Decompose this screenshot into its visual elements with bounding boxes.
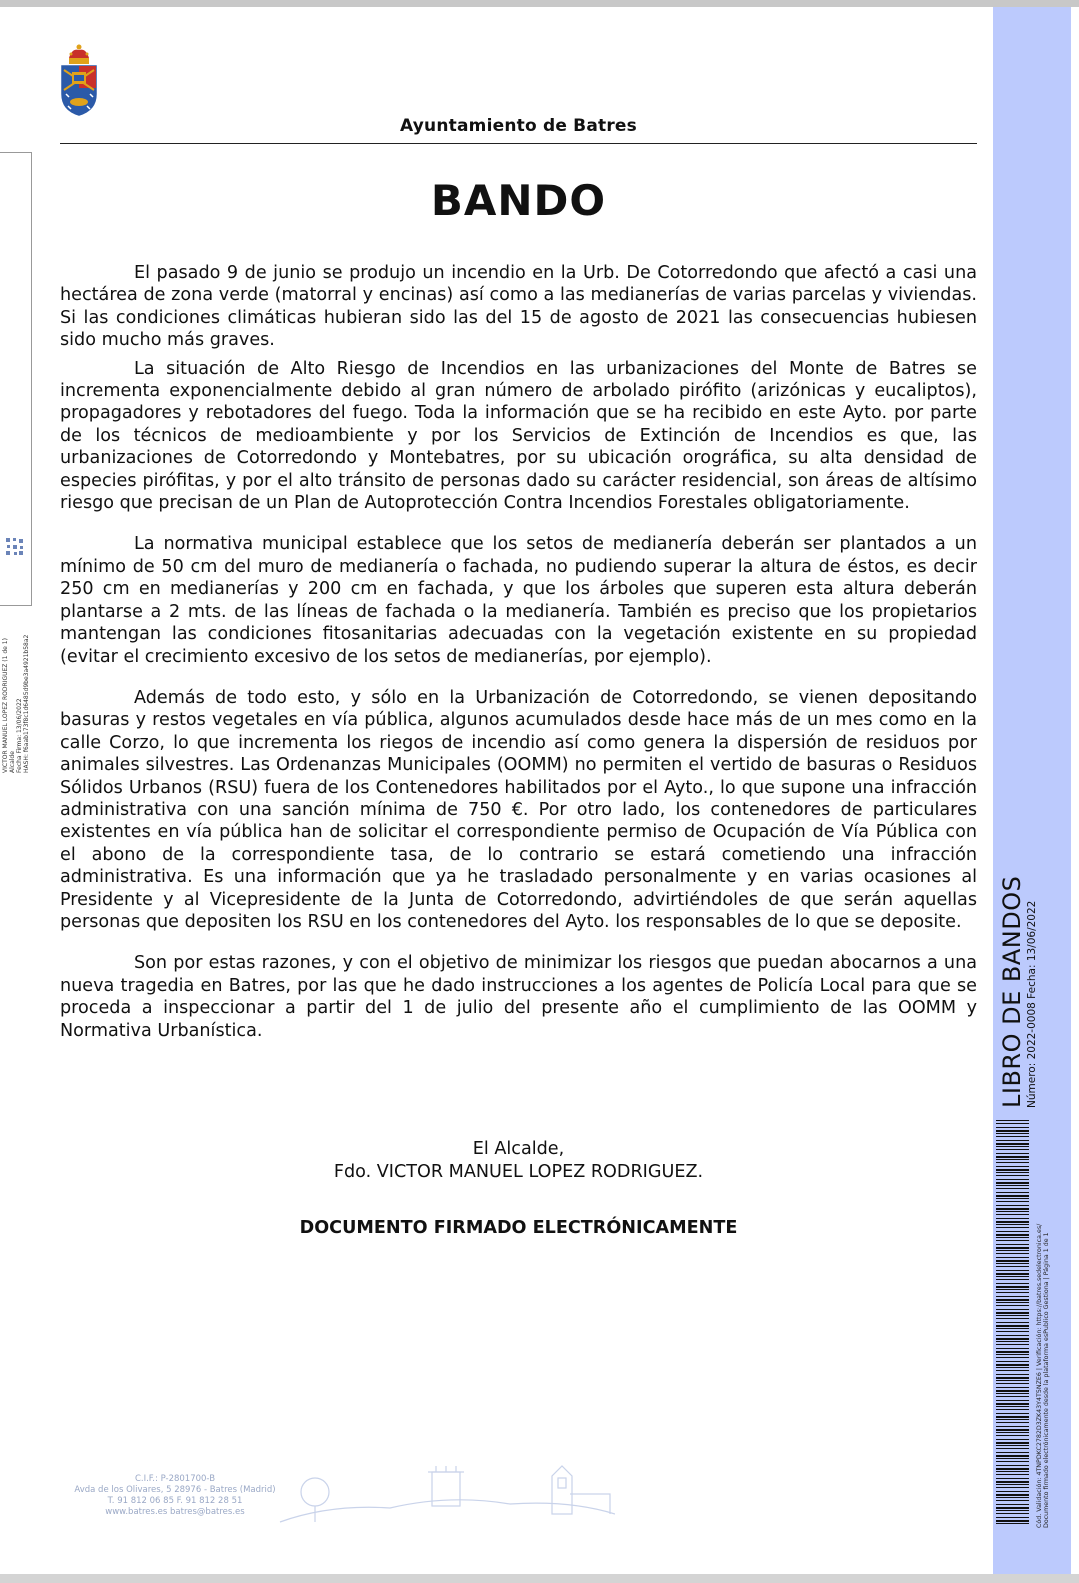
registry-number-date: Número: 2022-0008 Fecha: 13/06/2022 <box>1026 900 1038 1108</box>
signature-role: El Alcalde, <box>472 1139 565 1159</box>
stamp-line-role: Alcalde <box>9 751 16 773</box>
footer-phones: T. 91 812 06 85 F. 91 812 28 51 <box>107 1496 243 1506</box>
signature-stamp-text <box>2 343 30 773</box>
viewer-top-bar <box>0 0 1079 7</box>
stamp-line-hash: HASH: f6aab173f8c1d6485d9be3a4921b58a2 <box>23 634 30 773</box>
paragraph-4: Además de todo esto, y sólo en la Urbanización de Cotorredondo, se vienen depositando basuras y restos vegetales en vía pública, algunos acumulados desde hace más de un mes como en la calle Corzo, lo que incrementa los riegos de incendio así como genera la dispersión de residuos por animales silvestres. Las Ordenanzas Municipales (OOMM) no permiten el vertido de basuras o Residuos Sólidos Urbanos (RSU) fuera de los Contenedores habilitados por el Ayto., lo que supone una infracción administrativa con una sanción mínima de 750 €. Por otro lado, los contenedores de particulares existentes en vía pública han de solicitar el correspondiente permiso de Ocupación de Vía Pública con el abono de la correspondiente tasa, de lo contrario se estará cometiendo una infracción administrativa. Es una información que ya he trasladado personalmente y en varias ocasiones al Presidente y al Vicepresidente de la Junta de Cotorredondo, advirtiéndoles de que serán aquellas personas que depositen los RSU en los contenedores del Ayto. los responsables de lo que se deposite. <box>60 687 977 932</box>
document-title: BANDO <box>430 176 607 225</box>
registry-book-label <box>998 876 1038 1108</box>
signature-stamp <box>0 152 32 773</box>
batres-coat-of-arms-icon <box>60 44 98 116</box>
footer-cif: C.I.F.: P-2801700-B <box>134 1474 216 1484</box>
paragraph-1: El pasado 9 de junio se produjo un incendio en la Urb. De Cotorredondo que afectó a casi una hectárea de zona verde (matorral y encinas) así como a las medianerías de varias parcelas y viviendas. Si las condiciones climáticas hubieran sido las del 15 de agosto de 2021 las consecuencias hubiesen sido mucho más graves. <box>60 263 977 351</box>
document-body <box>60 262 977 1048</box>
barcode-icon <box>996 1120 1029 1526</box>
footer-contact <box>70 1474 280 1518</box>
verification-text <box>1036 1224 1051 1528</box>
stamp-line-signer: VICTOR MANUEL LOPEZ RODRIGUEZ (1 de 1) <box>2 638 9 773</box>
stamp-line-date: Fecha Firma: 13/06/2022 <box>16 698 23 773</box>
verification-line-1: Cód. Validación: 4TNPDKC2782D3ZK43Y4T5NZE6 | Verificación: https://batres.sedelectronica.es/ <box>1036 1223 1043 1528</box>
signed-notice: DOCUMENTO FIRMADO ELECTRÓNICAMENTE <box>299 1218 738 1238</box>
stamp-seal-icon <box>4 536 26 558</box>
footer-web: www.batres.es batres@batres.es <box>105 1507 245 1517</box>
viewer-bottom-bar <box>0 1574 1079 1583</box>
paragraph-3: La normativa municipal establece que los setos de medianería deberán ser plantados a un mínimo de 50 cm del muro de medianería o fachada, no pudiendo superar la altura de éstos, es decir 250 cm en medianerías y 200 cm en fachada, y que los árboles que superen esta altura deberán plantarse a 2 mts. de las líneas de fachada o la medianería. También es preciso que los propietarios mantengan las condiciones fitosanitarias adecuadas con la vegetación existente en su propiedad (evitar el crecimiento excesivo de los setos de medianerías, por ejemplo). <box>60 534 977 667</box>
organization-name: Ayuntamiento de Batres <box>400 116 637 136</box>
paragraph-5: Son por estas razones, y con el objetivo de minimizar los riesgos que puedan abocarnos a una nueva tragedia en Batres, por las que he dado instrucciones a los agentes de Policía Local para que se proceda a inspeccionar a partir del 1 de julio del presente año el cumplimiento de las OOMM y Normativa Urbanística. <box>60 953 977 1041</box>
verification-line-2: Documento firmado electrónicamente desde la plataforma esPublico Gestiona | Página 1 de 1 <box>1043 1232 1051 1528</box>
footer-address: Avda de los Olivares, 5 28976 - Batres (Madrid) <box>74 1485 276 1495</box>
header-divider <box>60 143 977 144</box>
registry-book-title: LIBRO DE BANDOS <box>998 875 1026 1108</box>
signature-block <box>60 1138 977 1184</box>
signature-name: Fdo. VICTOR MANUEL LOPEZ RODRIGUEZ. <box>333 1162 704 1182</box>
paragraph-2: La situación de Alto Riesgo de Incendios en las urbanizaciones del Monte de Batres se incrementa exponencialmente debido al gran número de arbolado pirófito (arizónicas y eucaliptos), propagadores y rebotadores del fuego. Toda la información que se ha recibido en este Ayto. por parte de los técnicos de medioambiente y por los Servicios de Extinción de Incendios es que, las urbanizaciones de Cotorredondo y Montebatres, por su ubicación orográfica, su alta densidad de especies pirófitas, y por el alto tránsito de personas dado su carácter residencial, son áreas de altísimo riesgo que precisan de un Plan de Autoprotección Contra Incendios Forestales obligatoriamente. <box>60 358 977 514</box>
